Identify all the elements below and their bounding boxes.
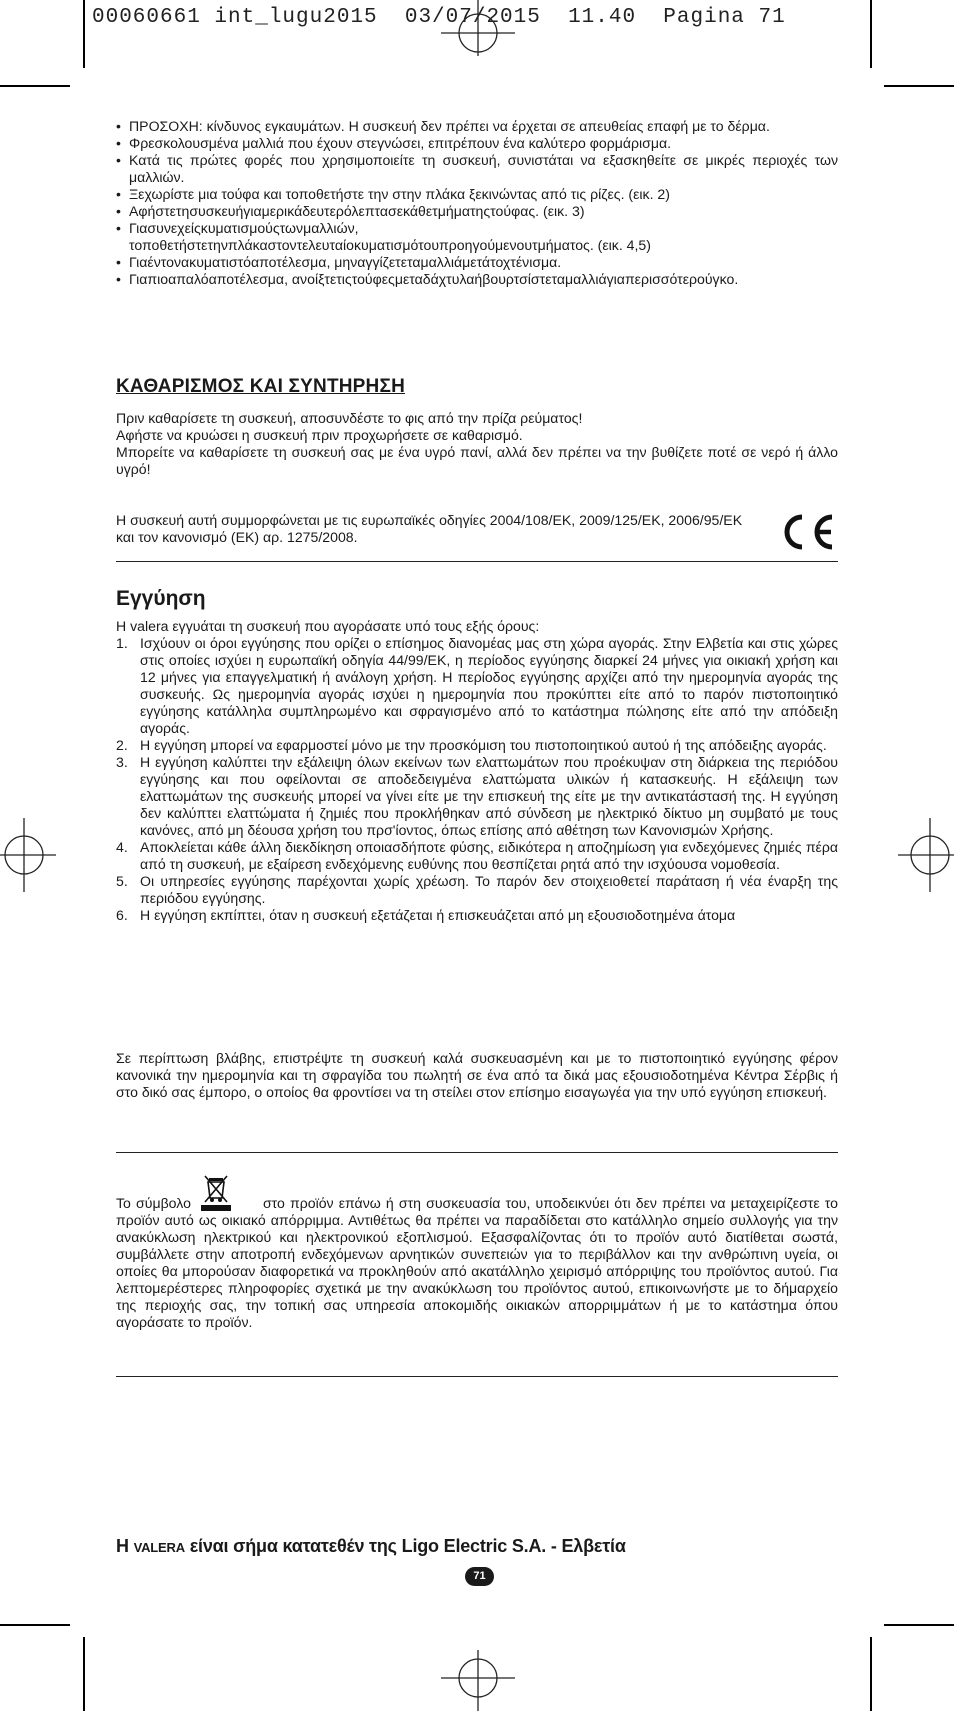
list-item: • Γιασυνεχείςκυματισμούςτωνμαλλιών, <box>116 220 838 237</box>
registration-mark-icon <box>898 810 954 900</box>
list-item: • Φρεσκολουσμένα μαλλιά που έχουν στεγνώσει, επιτρέπουν ένα καλύτερο φορμάρισμα. <box>116 135 838 152</box>
paragraph: Μπορείτε να καθαρίσετε τη συσκευή σας με ένα υγρό πανί, αλλά δεν πρέπει να την βυθίζετε ποτέ σε νερό ή άλλο υγρό! <box>116 444 838 477</box>
list-item: 1. Ισχύουν οι όροι εγγύησης που ορίζει ο επίσημος διανομέας μας στη χώρα αγοράς. Στην Ελβετία και στις χώρες στις οποίες ισχύει η ευρωπαϊκή οδηγία 44/99/ΕΚ, η περίοδος εγγύησης διαρκεί 24 μήνες για οικιακή χρήση και 12 μήνες για επαγγελματική ή ανάλογη χρήση. Η περίοδος εγγύησης αρχίζει από την ημερομηνία αγοράς της συσκευής. Ως ημερομηνία αγοράς ισχύει η ημερομηνία που προκύπτει είτε από το παρόν πιστοποιητικό εγγύησης κατάλληλα συμπληρωμένο και σφραγισμένο από το κατάστημα πώλησης είτε από την απόδειξη αγοράς. <box>116 635 838 736</box>
divider <box>116 561 838 562</box>
registration-mark-icon <box>433 0 523 56</box>
weee-disposal-text: Το σύμβολο στο προϊόν επάνω ή στη συσκευασία του, υποδεικνύει ότι δεν πρέπει να μεταχειρίζεστε το προϊόν αυτό ως οικιακό απόρριμμα. Αντιθέτως θα πρέπει να παραδίδεται στο κατάλληλο σημείο συλλογής για την ανακύκλωση ηλεκτρικού και ηλεκτρονικού εξοπλισμού. Εξασφαλίζοντας ότι το προϊόν αυτό διατίθεται σωστά, συμβάλλετε στην αποτροπή ενδεχόμενων αρνητικών συνεπειών για το περιβάλλον και την ανθρώπινη υγεία, οι οποίες θα μπορούσαν διαφορετικά να προκληθούν από ακατάλληλο χειρισμό απόρριψης του προϊόντος αυτού. Για λεπτομερέστερες πληροφορίες σχετικά με την ανακύκλωση του προϊόντος αυτού, επικοινωνήστε με το δήμαρχείο της περιοχής σας, την τοπική σας υπηρεσία αποκομιδής οικιακών απορριμμάτων ή με το κατάστημα όπου αγοράσατε το προϊόν. <box>116 1194 838 1331</box>
list-item: 5. Οι υπηρεσίες εγγύησης παρέχονται χωρίς χρέωση. Το παρόν δεν στοιχειοθετεί παράταση ή νέα έναρξη της περιόδου εγγύησης. <box>116 873 838 906</box>
list-item: • ΠΡΟΣΟΧΗ: κίνδυνος εγκαυμάτων. Η συσκευή δεν πρέπει να έρχεται σε απευθείας επαφή με το δέρμα. <box>116 118 838 135</box>
brand-name: VALERA <box>133 1540 185 1555</box>
compliance-text: Η συσκευή αυτή συμμορφώνεται με τις ευρωπαϊκές οδηγίες 2004/108/ΕΚ, 2009/125/ΕΚ, 2006/95/ΕΚ και τον κανονισμό (ΕΚ) αρ. 1275/2008. <box>116 512 743 545</box>
crop-mark <box>870 1637 872 1711</box>
crop-mark <box>83 1637 85 1711</box>
list-item: 3. Η εγγύηση καλύπτει την εξάλειψη όλων εκείνων των ελαττωμάτων που προέκυψαν στη διάρκεια της περιόδου εγγύησης και που οφείλονται σε αποδεδειγμένα ελαττώματα υλικών ή κατασκευής. Η εξάλειψη των ελαττωμάτων της συσκευής μπορεί να γίνει είτε με την επισκευή της είτε με την αντικατάστασή της. Η εγγύηση δεν καλύπτει ελαττώματα ή ζημιές που προκλήθηκαν από σύνδεση με ηλεκτρικό δίκτυο μη συμβατό με τους κανόνες, από μη δέουσα χρήση του πρσ'ίοντος, όπως επίσης από αθέτηση των Κανονισμών Χρήσης. <box>116 754 838 838</box>
trademark-footer: Η VALERA είναι σήμα κατατεθέν της Ligo Electric S.A. - Ελβετία <box>116 1536 626 1556</box>
warranty-heading: Εγγύηση <box>116 587 206 610</box>
registration-mark-icon <box>0 810 56 900</box>
list-item: • Ξεχωρίστε μια τούφα και τοποθετήστε την στην πλάκα ξεκινώντας από τις ρίζες. (εικ. 2) <box>116 186 838 203</box>
page-number-badge: 71 <box>465 1567 494 1586</box>
divider <box>116 1376 838 1377</box>
divider <box>116 1152 838 1153</box>
list-item: τοποθετήστετηνπλάκαστοντελευταίοκυματισμότουπροηγούμενουτμήματος. (εικ. 4,5) <box>129 237 651 253</box>
crop-mark <box>83 0 85 68</box>
list-item: 4. Αποκλείεται κάθε άλλη διεκδίκηση οποιασδήποτε φύσης, ειδικότερα η αποζημίωση για ενδεχόμενες ζημιές πέρα από τη συσκευή, με εξαίρεση ενδεχόμενης ευθύνης που θεσπίζεται ρητά από την ισχύουσα νομοθεσία. <box>116 839 838 872</box>
warranty-closing-text: Σε περίπτωση βλάβης, επιστρέψτε τη συσκευή καλά συσκευασμένη και με το πιστοποιητικό εγγύησης φέρον κανονικά την ημερομηνία και τη σφραγίδα του πωλητή σε ένα από τα δικά μας εξουσιοδοτημένα Κέντρα Σέρβις ή στο δικό σας έμπορο, ο οποίος θα φροντίσει να τη στείλει στον επίσημο εισαγωγέα για την υπό εγγύηση επισκευή. <box>116 1050 838 1100</box>
crop-mark <box>0 85 70 87</box>
list-item: • Κατά τις πρώτες φορές που χρησιμοποιείτε τη συσκευή, συνιστάται να εξασκηθείτε σε μικρές περιοχές των μαλλιών. <box>116 152 838 186</box>
list-item: 6. Η εγγύηση εκπίπτει, όταν η συσκευή εξετάζεται ή επισκευάζεται από μη εξουσιοδοτημένα άτομα <box>116 907 736 923</box>
compliance-block <box>116 512 838 546</box>
crop-mark <box>870 0 872 68</box>
cleaning-text <box>116 410 838 478</box>
list-item: • Αφήστετησυσκευήγιαμερικάδευτερόλεπτασεκάθετμήματηςτούφας. (εικ. 3) <box>116 203 838 220</box>
ce-mark-icon <box>778 512 836 552</box>
crop-mark <box>0 1624 70 1626</box>
cleaning-heading: ΚΑΘΑΡΙΣΜΟΣ ΚΑΙ ΣΥΝΤΗΡΗΣΗ <box>116 376 406 397</box>
crossed-bin-icon <box>197 1194 233 1212</box>
crop-mark <box>884 85 954 87</box>
list-item: • Γιαέντονακυματιστόαποτέλεσμα, μηναγγίζετεταμαλλιάμετάτοχτένισμα. <box>116 254 838 271</box>
warranty-intro: Η valera εγγυάται τη συσκευή που αγοράσατε υπό τους εξής όρους: <box>116 618 540 634</box>
crop-mark <box>884 1624 954 1626</box>
paragraph: Αφήστε να κρυώσει η συσκευή πριν προχωρήσετε σε καθαρισμό. <box>116 427 523 443</box>
list-item: • Γιαπιοαπαλόαποτέλεσμα, ανοίξτετιςτούφεςμεταδάχτυλαήβουρτσίστεταμαλλιάγιαπερισσότερούγκο. <box>116 271 838 288</box>
paragraph: Πριν καθαρίσετε τη συσκευή, αποσυνδέστε το φις από την πρίζα ρεύματος! <box>116 410 583 426</box>
usage-bullet-list <box>116 118 838 288</box>
registration-mark-icon <box>433 1650 523 1711</box>
warranty-terms-list <box>116 635 838 924</box>
printer-slug-line: 00060661 int_lugu2015 03/07/2015 11.40 Pagina 71 <box>92 6 786 29</box>
list-item: 2. Η εγγύηση μπορεί να εφαρμοστεί μόνο με την προσκόμιση του πιστοποιητικού αυτού ή της απόδειξης αγοράς. <box>116 737 827 753</box>
